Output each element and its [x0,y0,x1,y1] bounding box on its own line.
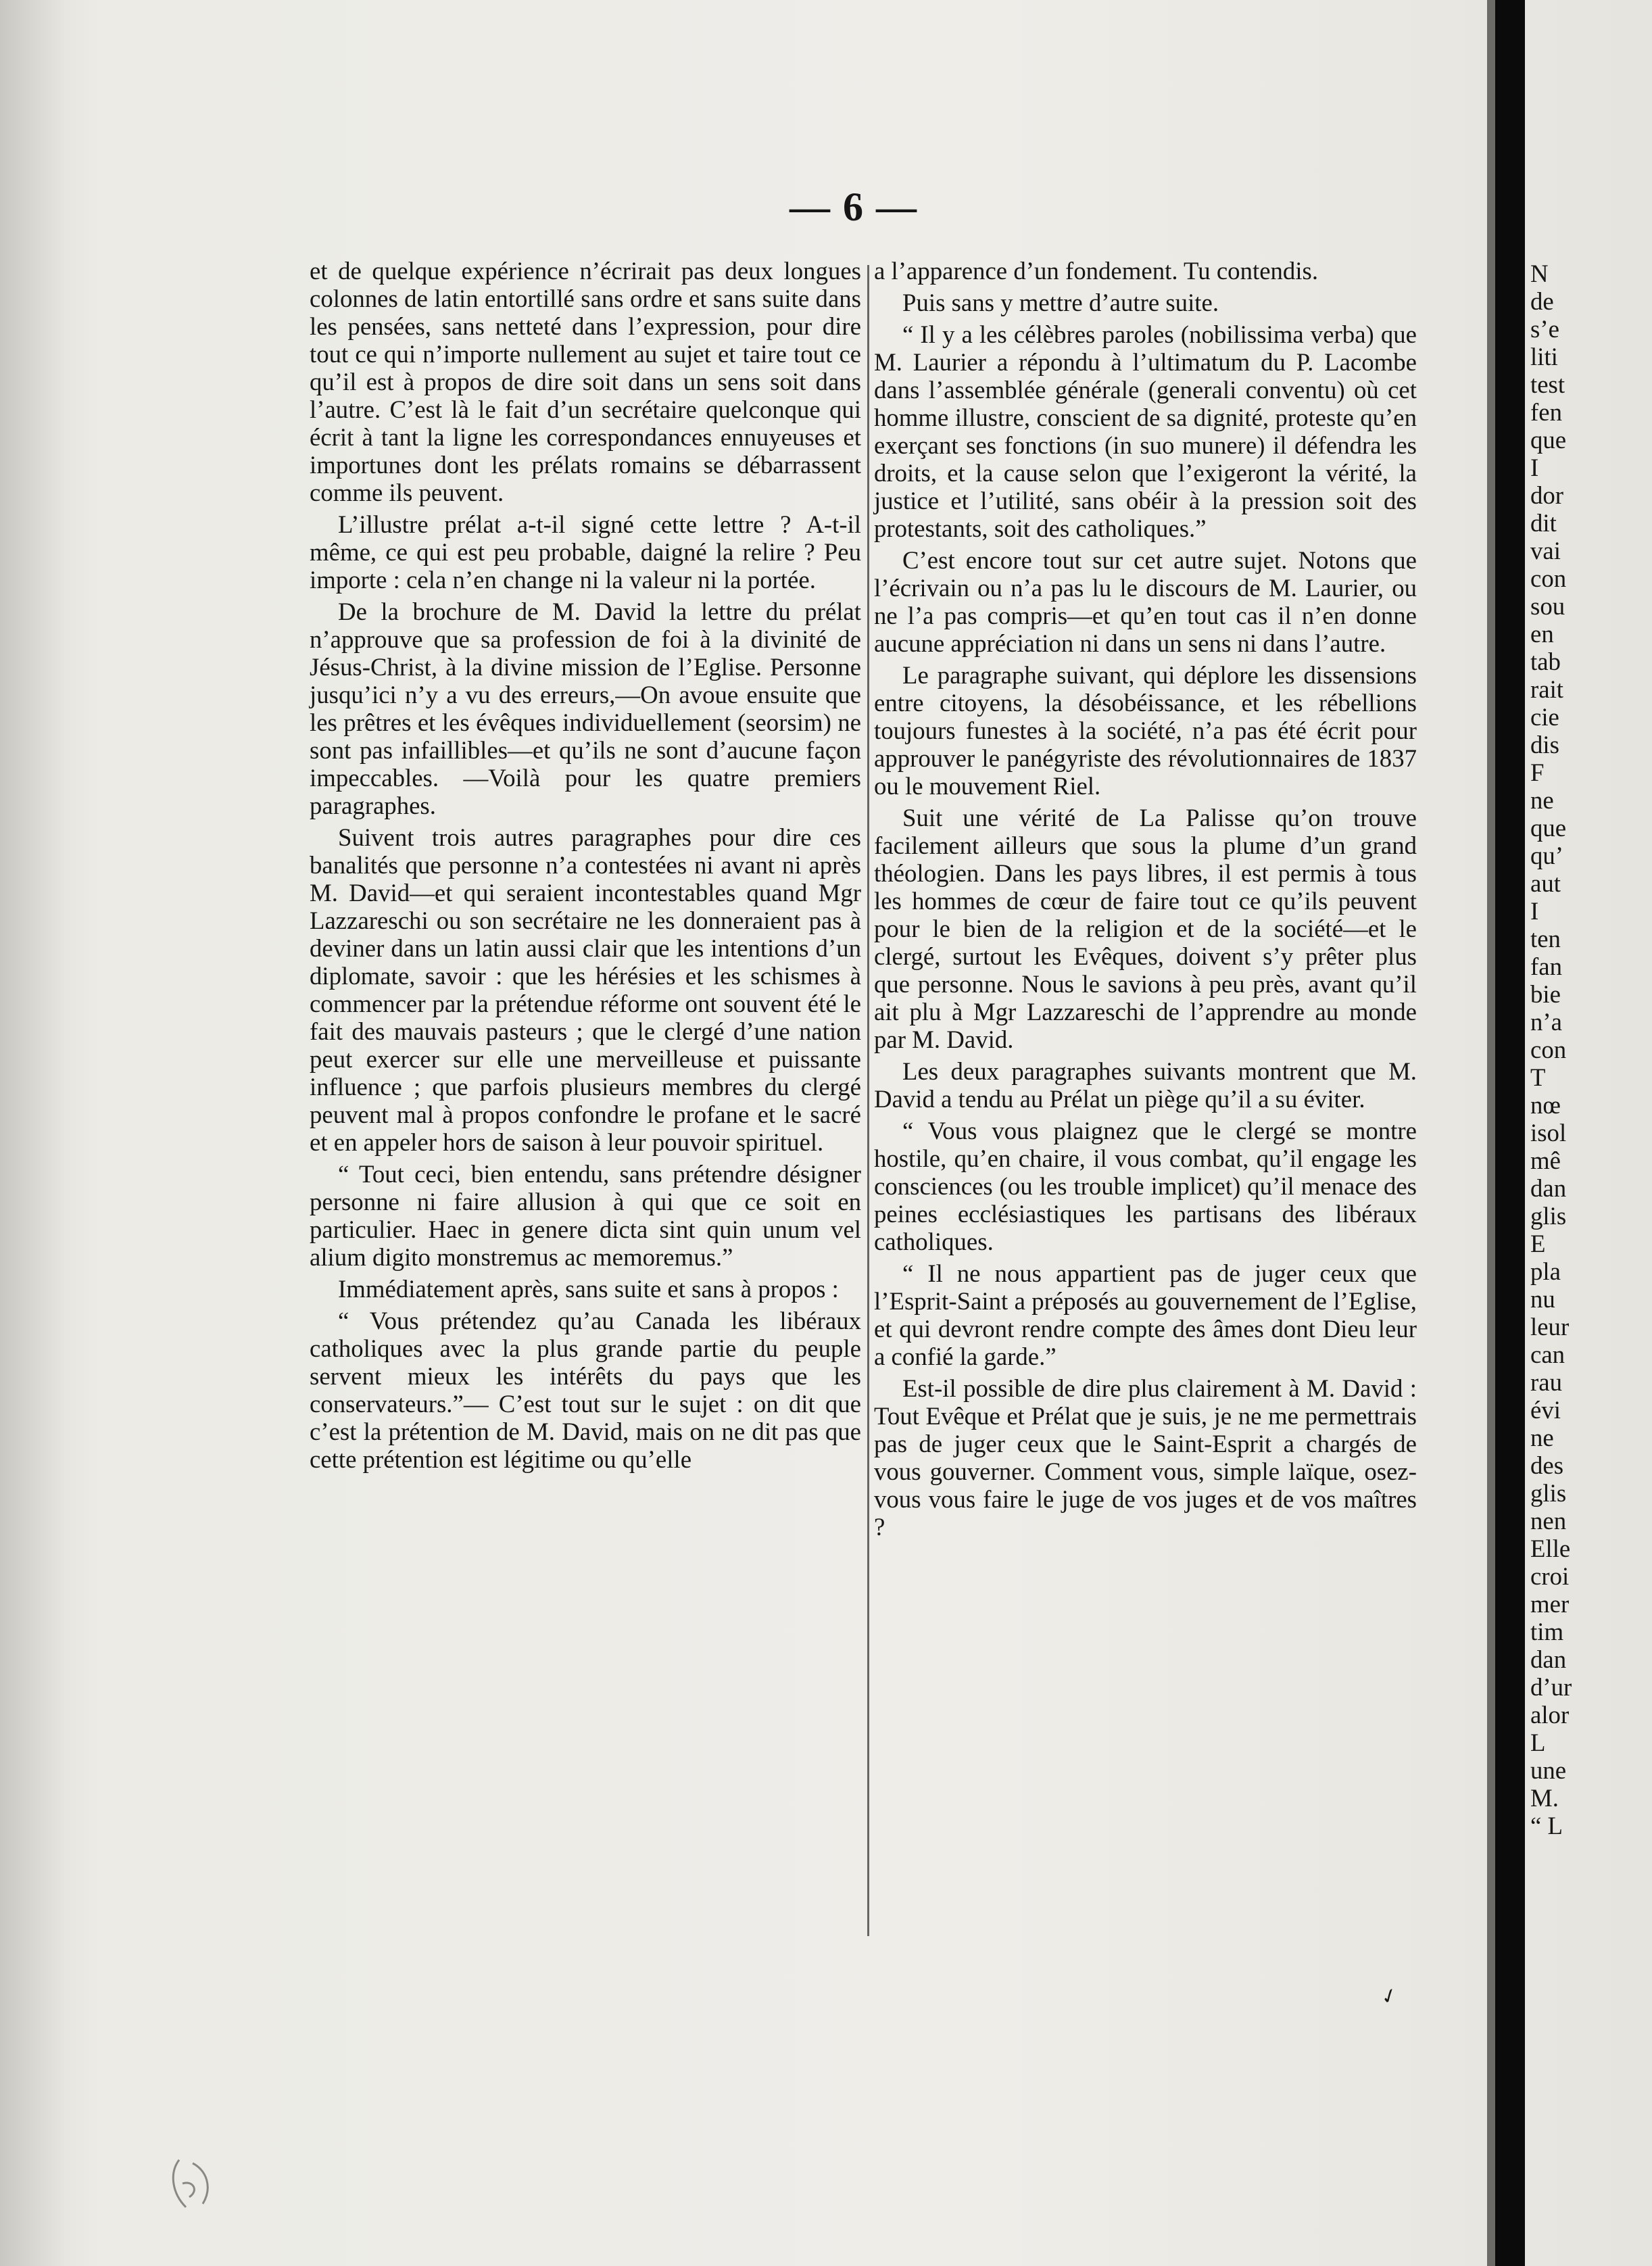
fragment-line: cie [1530,703,1559,731]
next-page-fragment-column [1530,260,1652,1839]
paragraph: De la brochure de M. David la lettre du prélat n’approuve que sa profession de foi à la divinité de Jésus-Christ, à la divine mission de l’Eglise. Personne jusqu’ici n’y a vu des erreurs,—On avoue ensuite que les prêtres et les évêques individuellement (seorsim) ne sont pas infaillibles—et qu’ils ne sont d’aucune façon impeccables. —Voilà pour les quatre premiers paragraphes. [310,598,861,819]
paragraph: Le paragraphe suivant, qui déplore les dissensions entre citoyens, la désobéissance, et les rébellions toujours funestes à la société, n’a pas été écrit pour approuver le panégyriste des révolutionnaires de 1837 ou le mouvement Riel. [874,661,1417,800]
fragment-line: sou [1530,592,1565,620]
fragment-line: dit [1530,509,1557,537]
fragment-line: nu [1530,1285,1555,1313]
paragraph: Puis sans y mettre d’autre suite. [902,289,1219,316]
fragment-line: d’ur [1530,1673,1572,1701]
fragment-line: F [1530,758,1545,786]
ink-mark: ✓ [1378,1983,1402,2010]
paragraph: L’illustre prélat a-t-il signé cette lettre ? A-t-il même, ce qui est peu probable, daigné la relire ? Peu importe : cela n’en change ni la valeur ni la portée. [310,510,861,594]
fragment-line: ne [1530,786,1554,814]
paragraph: C’est encore tout sur cet autre sujet. Notons que l’écrivain ou n’a pas lu le discours de M. Laurier, ou ne l’a pas compris—et qu’en tout cas il n’en donne aucune appréciation ni dans un sens ni dans l’autre. [874,546,1417,657]
fragment-line: rau [1530,1368,1562,1396]
fragment-line: mê [1530,1147,1561,1174]
quoted-paragraph: “ Il ne nous appartient pas de juger ceux que l’Esprit-Saint a préposés au gouvernement de l’Eglise, et qui devront rendre compte des âmes dont Dieu leur a confié la garde.” [874,1259,1417,1370]
fragment-line: fan [1530,953,1562,980]
fragment-line: rait [1530,675,1564,703]
fragment-line: con [1530,564,1567,592]
fragment-line: tim [1530,1618,1564,1645]
fragment-line: I [1530,897,1539,925]
text-column-left [310,257,861,1477]
fragment-line: dor [1530,481,1564,509]
fragment-line: ne [1530,1424,1554,1451]
paragraph: Est-il possible de dire plus clairement à M. David : Tout Evêque et Prélat que je suis, je ne me permettrais pas de juger ceux que le Saint-Esprit a chargés de vous gouverner. Comment vous, simple laïque, osez-vous vous faire le juge de vos juges et de vos maîtres ? [874,1374,1417,1541]
fragment-line: nen [1530,1507,1567,1535]
fragment-line: test [1530,370,1565,398]
fragment-line: alor [1530,1701,1570,1729]
fragment-line: s’e [1530,315,1559,343]
fragment-line: leur [1530,1313,1570,1341]
fragment-line: des [1530,1451,1564,1479]
fragment-line: I [1530,454,1539,481]
fragment-line: glis [1530,1479,1567,1507]
faint-stamp-mark [166,2153,224,2221]
fragment-line: T [1530,1063,1546,1091]
paragraph: a l’apparence d’un fondement. Tu contendis. [874,257,1319,285]
fragment-line: isol [1530,1119,1567,1147]
fragment-line: vai [1530,537,1561,564]
paragraph: et de quelque expérience n’écrirait pas deux longues colonnes de latin entortillé sans ordre et sans suite dans les pensées, sans netteté dans l’expression, pour dire tout ce qui n’importe nullement au sujet et taire tout ce qu’il est à propos de dire soit dans un sens soit dans l’autre. C’est là le fait d’un secrétaire quelconque qui écrit à tant la ligne les correspondances ennuyeuses et importunes dont les prélats romains se débarrassent comme ils peuvent. [310,257,861,506]
binding-gutter [1495,0,1525,2266]
quoted-paragraph: “ Vous vous plaignez que le clergé se montre hostile, qu’en chaire, il vous combat, qu’il engage les consciences (ou les trouble implicet) qu’il menace des peines ecclésiastiques les partisans des libéraux catholiques. [874,1117,1417,1255]
fragment-line: N [1530,260,1549,287]
fragment-line: nœ [1530,1091,1561,1119]
fragment-line: Elle [1530,1535,1571,1562]
column-divider [867,265,869,1936]
fragment-line: bie [1530,980,1561,1008]
fragment-line: ten [1530,925,1561,953]
fragment-line: fen [1530,398,1562,426]
fragment-line: liti [1530,343,1558,370]
fragment-line: glis [1530,1202,1567,1230]
left-page-shadow [0,0,64,2266]
fragment-line: dan [1530,1645,1567,1673]
fragment-line: aut [1530,869,1561,897]
fragment-line: n’a [1530,1008,1562,1036]
fragment-line: croi [1530,1562,1570,1590]
fragment-line: dan [1530,1174,1567,1202]
fragment-line: mer [1530,1590,1570,1618]
fragment-line: M. [1530,1784,1559,1812]
fragment-line: “ L [1530,1812,1563,1839]
fragment-line: que [1530,426,1567,454]
fragment-line: en [1530,620,1554,648]
fragment-line: qu’ [1530,842,1564,869]
quoted-paragraph: “ Vous prétendez qu’au Canada les libéraux catholiques avec la plus grande partie du peuple servent mieux les intérêts du pays que les conservateurs.”— C’est tout sur le sujet : on dit que c’est la prétention de M. David, mais on ne dit pas que cette prétention est légitime ou qu’elle [310,1307,861,1473]
paragraph: Immédiatement après, sans suite et sans à propos : [338,1275,839,1303]
fragment-line: évi [1530,1396,1561,1424]
quoted-paragraph: “ Il y a les célèbres paroles (nobilissima verba) que M. Laurier a répondu à l’ultimatum du P. Lacombe dans l’assemblée générale (generali conventu) où cet homme illustre, conscient de sa dignité, proteste qu’en exerçant ses fonctions (in suo munere) il défendra les droits, et la cause selon que l’exigeront la vérité, la justice et l’utilité, sans obéir à la pression soit des protestants, soit des catholiques.” [874,320,1417,542]
fragment-line: dis [1530,731,1559,758]
fragment-line: une [1530,1756,1567,1784]
fragment-line: can [1530,1341,1565,1368]
fragment-line: que [1530,814,1567,842]
page-number: — 6 — [789,185,918,229]
binding-edge [1487,0,1495,2266]
quoted-paragraph: “ Tout ceci, bien entendu, sans prétendre désigner personne ni faire allusion à qui que ce soit en particulier. Haec in genere dicta sint quin unum vel alium digito monstremus ac memoremus.” [310,1160,861,1271]
paragraph: Suit une vérité de La Palisse qu’on trouve facilement ailleurs que sous la plume d’un grand théologien. Dans les pays libres, il est permis à tous les hommes de cœur de faire tout ce qu’ils peuvent pour le bien de la religion et de la société—et le clergé, surtout les Evêques, doivent s’y prêter plus que personne. Nous le savions à peu près, avant qu’il ait plu à Mgr Lazzareschi de l’apprendre au monde par M. David. [874,804,1417,1053]
fragment-line: de [1530,287,1554,315]
fragment-line: tab [1530,648,1561,675]
fragment-line: con [1530,1036,1567,1063]
paragraph: Les deux paragraphes suivants montrent que M. David a tendu au Prélat un piège qu’il a su éviter. [874,1057,1417,1113]
fragment-line: L [1530,1729,1546,1756]
text-column-right [874,257,1417,1545]
fragment-line: E [1530,1230,1546,1257]
fragment-line: pla [1530,1257,1561,1285]
paragraph: Suivent trois autres paragraphes pour dire ces banalités que personne n’a contestées ni avant ni après M. David—et qui seraient incontestables quand Mgr Lazzareschi ou son secrétaire ne les donneraient pas à deviner dans un latin aussi clair que les intentions d’un diplomate, savoir : que les hérésies et les schismes à commencer par la prétendue réforme ont souvent été le fait des mauvais pasteurs ; que le clergé d’une nation peut exercer sur elle une merveilleuse et puissante influence ; que parfois plusieurs membres du clergé peuvent mal à propos confondre le profane et le sacré et en appeler hors de saison à leur pouvoir spirituel. [310,823,861,1156]
